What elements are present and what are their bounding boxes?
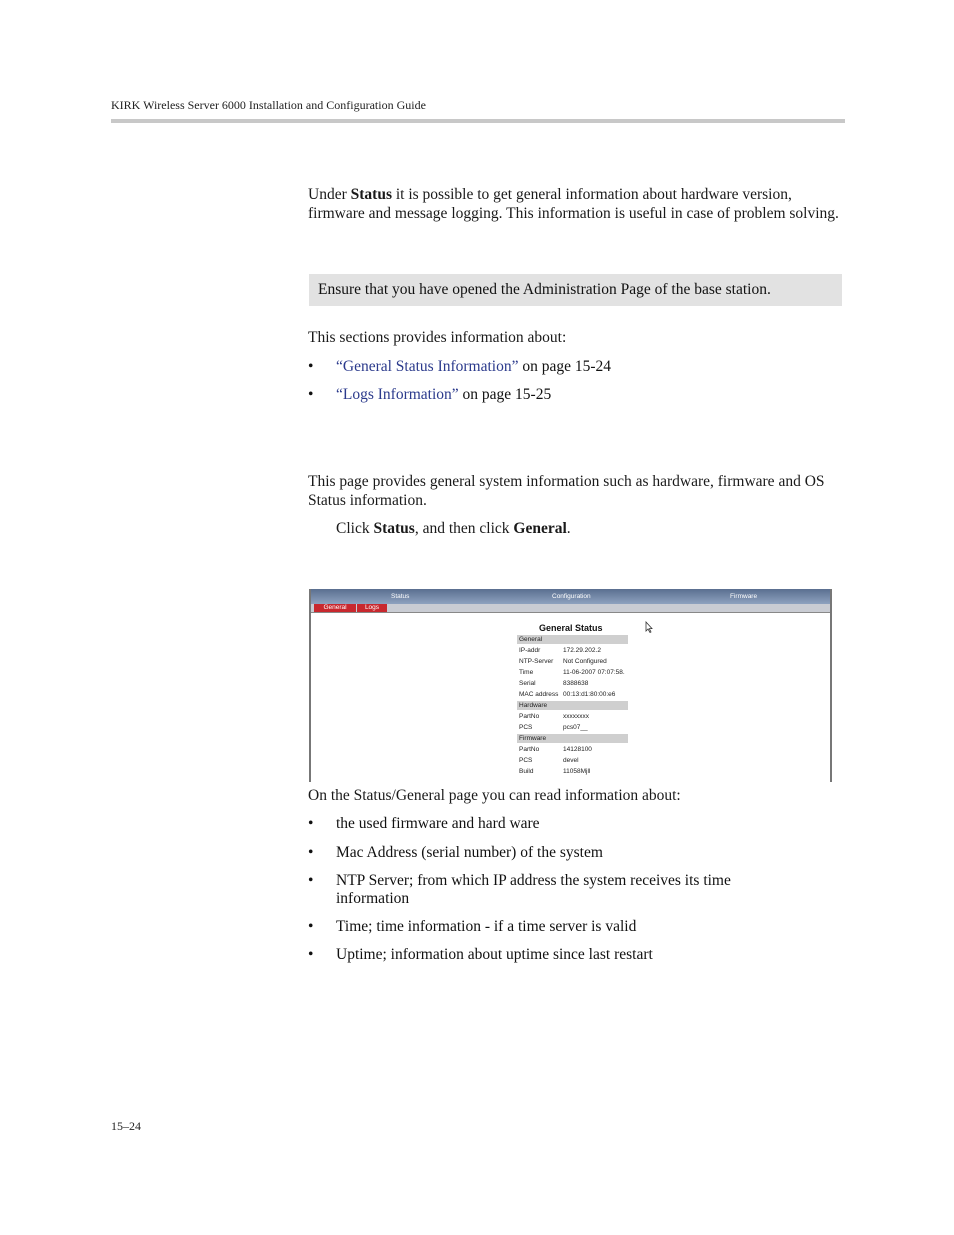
running-header: KIRK Wireless Server 6000 Installation and Configuration Guide [111,98,426,112]
field-label: PCS [519,724,533,731]
bullet-glyph: • [308,872,314,889]
bullet-glyph: • [308,844,314,861]
bullet-glyph: • [308,946,314,963]
step-text: Click [336,520,374,537]
field-label: Time [519,669,534,676]
list-item-text: Uptime; information about uptime since last restart [336,946,653,963]
intro-pre: Under [308,186,351,203]
bullet-glyph: • [308,918,314,935]
bullet-glyph: • [308,358,314,375]
top-nav-bar [311,589,830,604]
intro-paragraph [308,186,843,223]
step-bold-general: General [513,520,567,537]
note-box: Ensure that you have opened the Administration Page of the base station. [309,274,842,306]
field-value: 172.29.202.2 [563,647,601,654]
field-label: Serial [519,680,536,687]
field-label: NTP-Server [519,658,554,665]
field-label: PCS [519,757,533,764]
field-value: xxxxxxxx [563,713,589,720]
general-paragraph: This page provides general system information such as hardware, firmware and OS Status information. [308,473,825,509]
field-value: 11-06-2007 07:07:58. [563,669,625,676]
field-label: PartNo [519,746,540,753]
intro-post: it is possible to get general information about hardware version, firmware and message logging. This information is useful in case of problem solving. [308,186,839,222]
section-header-firmware: Firmware [517,734,628,743]
field-value: 14128100 [563,746,592,753]
intro-bold: Status [350,186,392,203]
section-header-hardware: Hardware [517,701,628,710]
subtab-logs[interactable]: Logs [357,604,387,612]
field-value: Not Configured [563,658,607,665]
link-page-ref: on page 15-24 [518,358,612,375]
field-value: 8388638 [563,680,589,687]
sub-nav-bar [311,604,830,612]
list-item-text: NTP Server; from which IP address the system receives its time information [336,872,731,907]
field-value: 00:13:d1:80:00:e6 [563,691,616,698]
step-text: , and then click [414,520,514,537]
field-value: pcs07__ [563,724,588,731]
list-item-text: Mac Address (serial number) of the system [336,844,603,861]
field-label: MAC address [519,691,559,698]
status-intro: On the Status/General page you can read information about: [308,787,681,804]
cross-reference-link[interactable]: “General Status Information” [336,358,519,375]
field-label: PartNo [519,713,540,720]
cross-reference-link[interactable]: “Logs Information” [336,386,459,403]
header-rule [111,119,845,123]
status-general-screenshot [309,589,832,782]
nav-tab-firmware[interactable]: Firmware [730,593,758,600]
list-item-text: Time; time information - if a time server is valid [336,918,637,935]
page-number: 15–24 [111,1119,141,1133]
step-instruction [336,520,871,539]
list-item-text: the used firmware and hard ware [336,815,540,832]
bullet-glyph: • [308,386,314,403]
field-label: Build [519,768,534,775]
step-text: . [566,520,571,537]
general-status-title: General Status [539,623,603,633]
step-bold-status: Status [373,520,415,537]
field-value: 11058Mjll [563,768,591,775]
nav-tab-configuration[interactable]: Configuration [552,593,591,600]
field-value: devel [563,757,579,764]
link-page-ref: on page 15-25 [458,386,552,403]
nav-tab-status[interactable]: Status [391,593,410,600]
bullet-glyph: • [308,815,314,832]
field-label: IP-addr [519,647,541,654]
sections-intro: This sections provides information about: [308,329,567,346]
subtab-general[interactable]: General [314,604,356,612]
mouse-cursor-icon [645,621,653,636]
section-header-general: General [517,635,628,644]
divider [311,612,830,613]
